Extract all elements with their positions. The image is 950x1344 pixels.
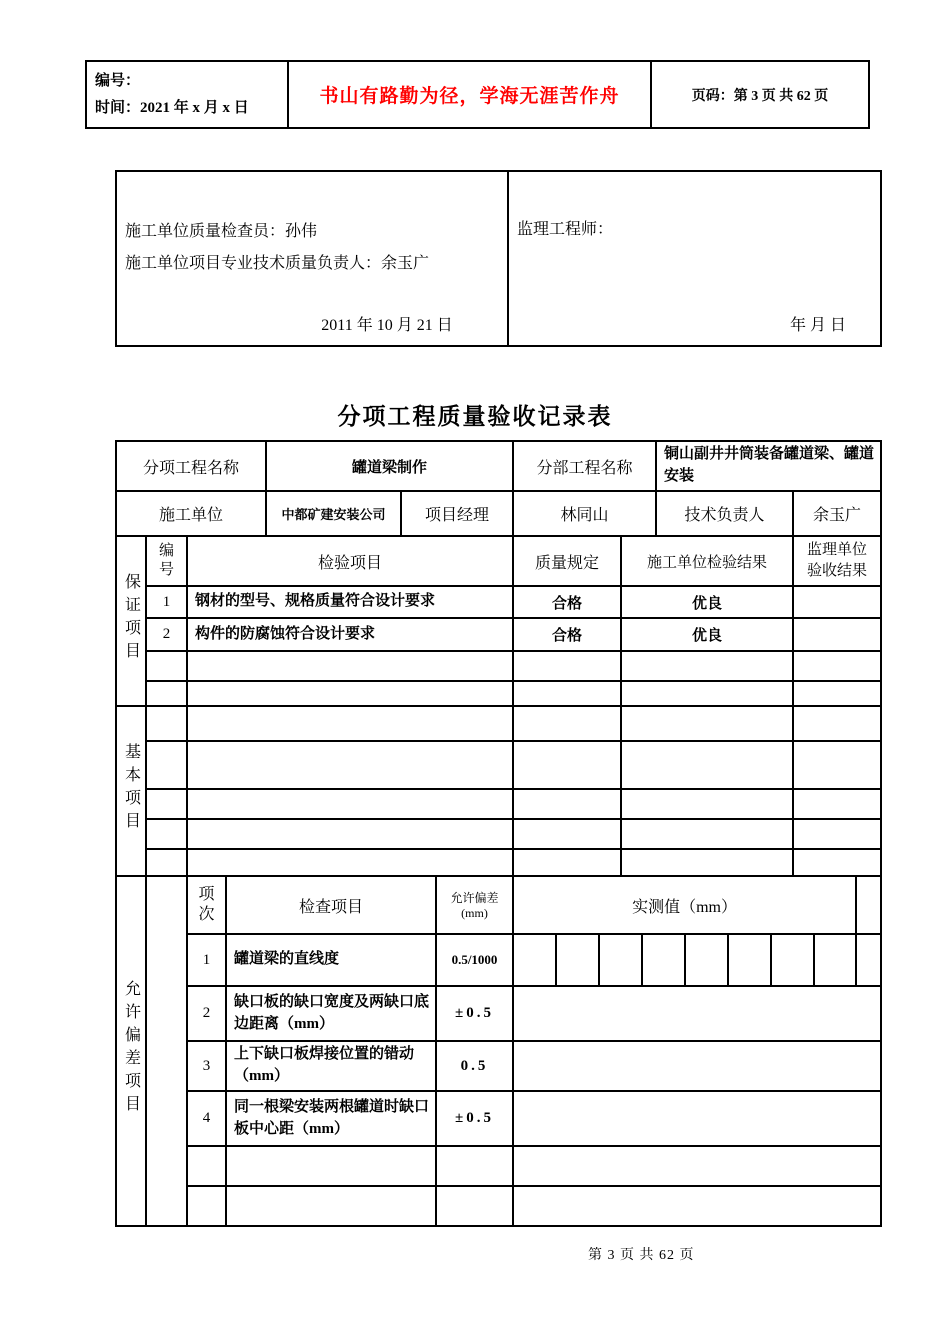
measured-value-cell xyxy=(513,934,556,986)
motto-text: 书山有路勤为径，学海无涯苦作舟 xyxy=(319,86,620,107)
empty-cell xyxy=(513,741,621,789)
tolerance-row-value: ±0.5 xyxy=(436,986,513,1041)
basic-side-label xyxy=(116,706,146,876)
empty-cell xyxy=(513,789,621,819)
project-manager-value: 林同山 xyxy=(513,491,656,536)
inspector-line: 施工单位质量检查员：孙伟 xyxy=(125,223,318,240)
empty-cell xyxy=(187,706,513,741)
tolerance-row-no: 4 xyxy=(187,1091,226,1146)
guarantee-row-result: 优良 xyxy=(621,586,793,618)
measured-value-cell xyxy=(814,934,856,986)
empty-cell xyxy=(621,651,793,681)
col-header-supervisor-result-text: 监理单位验收结果 xyxy=(806,542,867,579)
end-column-cell xyxy=(856,934,881,986)
header-meta-cell xyxy=(86,61,288,128)
sub-project-name-value: 罐道梁制作 xyxy=(266,441,513,491)
guarantee-row-no: 2 xyxy=(146,618,187,651)
page-info-text: 页码：第 3 页 共 62 页 xyxy=(691,88,829,104)
empty-cell xyxy=(793,706,881,741)
tolerance-row-item: 同一根梁安装两根罐道时缺口板中心距（mm） xyxy=(226,1091,436,1146)
empty-cell xyxy=(146,681,187,706)
form-date-label: 时间：2021 年 x 月 x 日 xyxy=(95,99,249,116)
tolerance-row-item: 缺口板的缺口宽度及两缺口底边距离（mm） xyxy=(226,986,436,1041)
empty-cell xyxy=(226,1146,436,1186)
tolerance-row-value: 0.5/1000 xyxy=(436,934,513,986)
col-header-item-no-text: 项次 xyxy=(198,886,215,923)
contractor-signature-lines xyxy=(125,216,429,280)
measured-value-cell xyxy=(728,934,771,986)
signature-box xyxy=(115,170,882,347)
supervisor-date: 年 月 日 xyxy=(789,317,846,334)
empty-cell xyxy=(146,651,187,681)
guarantee-row-standard: 合格 xyxy=(513,618,621,651)
empty-cell xyxy=(187,1186,226,1226)
empty-cell xyxy=(793,651,881,681)
guarantee-row-supervisor xyxy=(793,618,881,651)
empty-cell xyxy=(146,706,187,741)
empty-cell xyxy=(146,741,187,789)
end-column-cell xyxy=(856,876,881,934)
guarantee-side-label xyxy=(116,536,146,706)
empty-cell xyxy=(793,789,881,819)
empty-cell xyxy=(793,849,881,876)
contractor-label: 施工单位 xyxy=(116,491,266,536)
empty-cell xyxy=(513,1146,881,1186)
tolerance-row-item: 上下缺口板焊接位置的错动（mm） xyxy=(226,1041,436,1091)
checklist-table xyxy=(115,535,882,877)
tolerance-table xyxy=(115,875,882,1227)
guarantee-row-supervisor xyxy=(793,586,881,618)
contractor-signature-cell xyxy=(116,171,508,346)
empty-cell xyxy=(621,789,793,819)
empty-cell xyxy=(187,651,513,681)
empty-cell xyxy=(146,849,187,876)
header-bar xyxy=(85,60,870,129)
tolerance-header-line2: (mm) xyxy=(461,906,488,920)
measured-values-area xyxy=(513,986,881,1041)
tolerance-row-item: 罐道梁的直线度 xyxy=(226,934,436,986)
col-header-contractor-result: 施工单位检验结果 xyxy=(621,536,793,586)
contractor-value: 中都矿建安装公司 xyxy=(266,491,401,536)
empty-cell xyxy=(513,819,621,849)
tech-lead-value: 余玉广 xyxy=(793,491,881,536)
empty-cell xyxy=(187,1146,226,1186)
empty-cell xyxy=(146,789,187,819)
form-number-label: 编号： xyxy=(95,73,141,90)
col-header-inspection-item: 检验项目 xyxy=(187,536,513,586)
empty-cell xyxy=(621,681,793,706)
empty-cell xyxy=(621,819,793,849)
empty-cell xyxy=(187,741,513,789)
measured-value-cell xyxy=(685,934,728,986)
division-name-label: 分部工程名称 xyxy=(513,441,656,491)
page-info-cell xyxy=(651,61,869,128)
guarantee-row-no: 1 xyxy=(146,586,187,618)
col-header-check-item: 检查项目 xyxy=(226,876,436,934)
guarantee-row-item: 构件的防腐蚀符合设计要求 xyxy=(187,618,513,651)
empty-cell xyxy=(621,706,793,741)
empty-cell xyxy=(187,789,513,819)
col-header-item-no xyxy=(187,876,226,934)
empty-cell xyxy=(513,681,621,706)
empty-cell xyxy=(793,741,881,789)
guarantee-row-item: 钢材的型号、规格质量符合设计要求 xyxy=(187,586,513,618)
sub-project-name-label: 分项工程名称 xyxy=(116,441,266,491)
col-header-no xyxy=(146,536,187,586)
acceptance-form xyxy=(115,440,880,1227)
measured-values-area xyxy=(513,1091,881,1146)
measured-values-area xyxy=(513,1041,881,1091)
tech-manager-line: 施工单位项目专业技术质量负责人：余玉广 xyxy=(125,255,430,272)
empty-cell xyxy=(436,1186,513,1226)
tolerance-side-label xyxy=(116,876,146,1226)
col-header-no-text: 编号 xyxy=(158,543,174,578)
project-info-table xyxy=(115,440,882,537)
empty-cell xyxy=(513,651,621,681)
measured-value-cell xyxy=(556,934,599,986)
motto-cell xyxy=(288,61,651,128)
col-header-quality-standard: 质量规定 xyxy=(513,536,621,586)
footer-page-number: 第 3 页 共 62 页 xyxy=(588,1248,695,1263)
tolerance-side-label-text: 允许偏差项目 xyxy=(122,979,140,1118)
guarantee-row-standard: 合格 xyxy=(513,586,621,618)
guarantee-row-result: 优良 xyxy=(621,618,793,651)
guarantee-side-label-text: 保证项目 xyxy=(122,572,140,665)
basic-side-label-text: 基本项目 xyxy=(122,742,140,835)
division-name-value: 铜山副井井筒装备罐道梁、罐道安装 xyxy=(656,441,881,491)
empty-cell xyxy=(513,706,621,741)
empty-cell xyxy=(226,1186,436,1226)
spacer-column-cell xyxy=(146,876,187,1226)
measured-value-cell xyxy=(642,934,685,986)
tolerance-header-line1: 允许偏差 xyxy=(450,891,499,905)
tolerance-row-no: 1 xyxy=(187,934,226,986)
empty-cell xyxy=(436,1146,513,1186)
tolerance-row-value: 0.5 xyxy=(436,1041,513,1091)
col-header-supervisor-result xyxy=(793,536,881,586)
empty-cell xyxy=(621,741,793,789)
empty-cell xyxy=(187,819,513,849)
empty-cell xyxy=(793,681,881,706)
measured-value-cell xyxy=(599,934,642,986)
col-header-measured-values: 实测值（mm） xyxy=(513,876,856,934)
supervisor-label: 监理工程师： xyxy=(517,221,614,238)
tolerance-row-no: 2 xyxy=(187,986,226,1041)
measured-value-cell xyxy=(771,934,814,986)
empty-cell xyxy=(513,849,621,876)
empty-cell xyxy=(621,849,793,876)
empty-cell xyxy=(513,1186,881,1226)
empty-cell xyxy=(793,819,881,849)
supervisor-signature-cell xyxy=(508,171,881,346)
tolerance-row-value: ±0.5 xyxy=(436,1091,513,1146)
project-manager-label: 项目经理 xyxy=(401,491,513,536)
tolerance-row-no: 3 xyxy=(187,1041,226,1091)
empty-cell xyxy=(187,849,513,876)
empty-cell xyxy=(146,819,187,849)
empty-cell xyxy=(187,681,513,706)
tech-lead-label: 技术负责人 xyxy=(656,491,793,536)
page-title: 分项工程质量验收记录表 xyxy=(337,403,613,429)
contractor-date: 2011 年 10 月 21 日 xyxy=(321,317,453,334)
col-header-tolerance xyxy=(436,876,513,934)
